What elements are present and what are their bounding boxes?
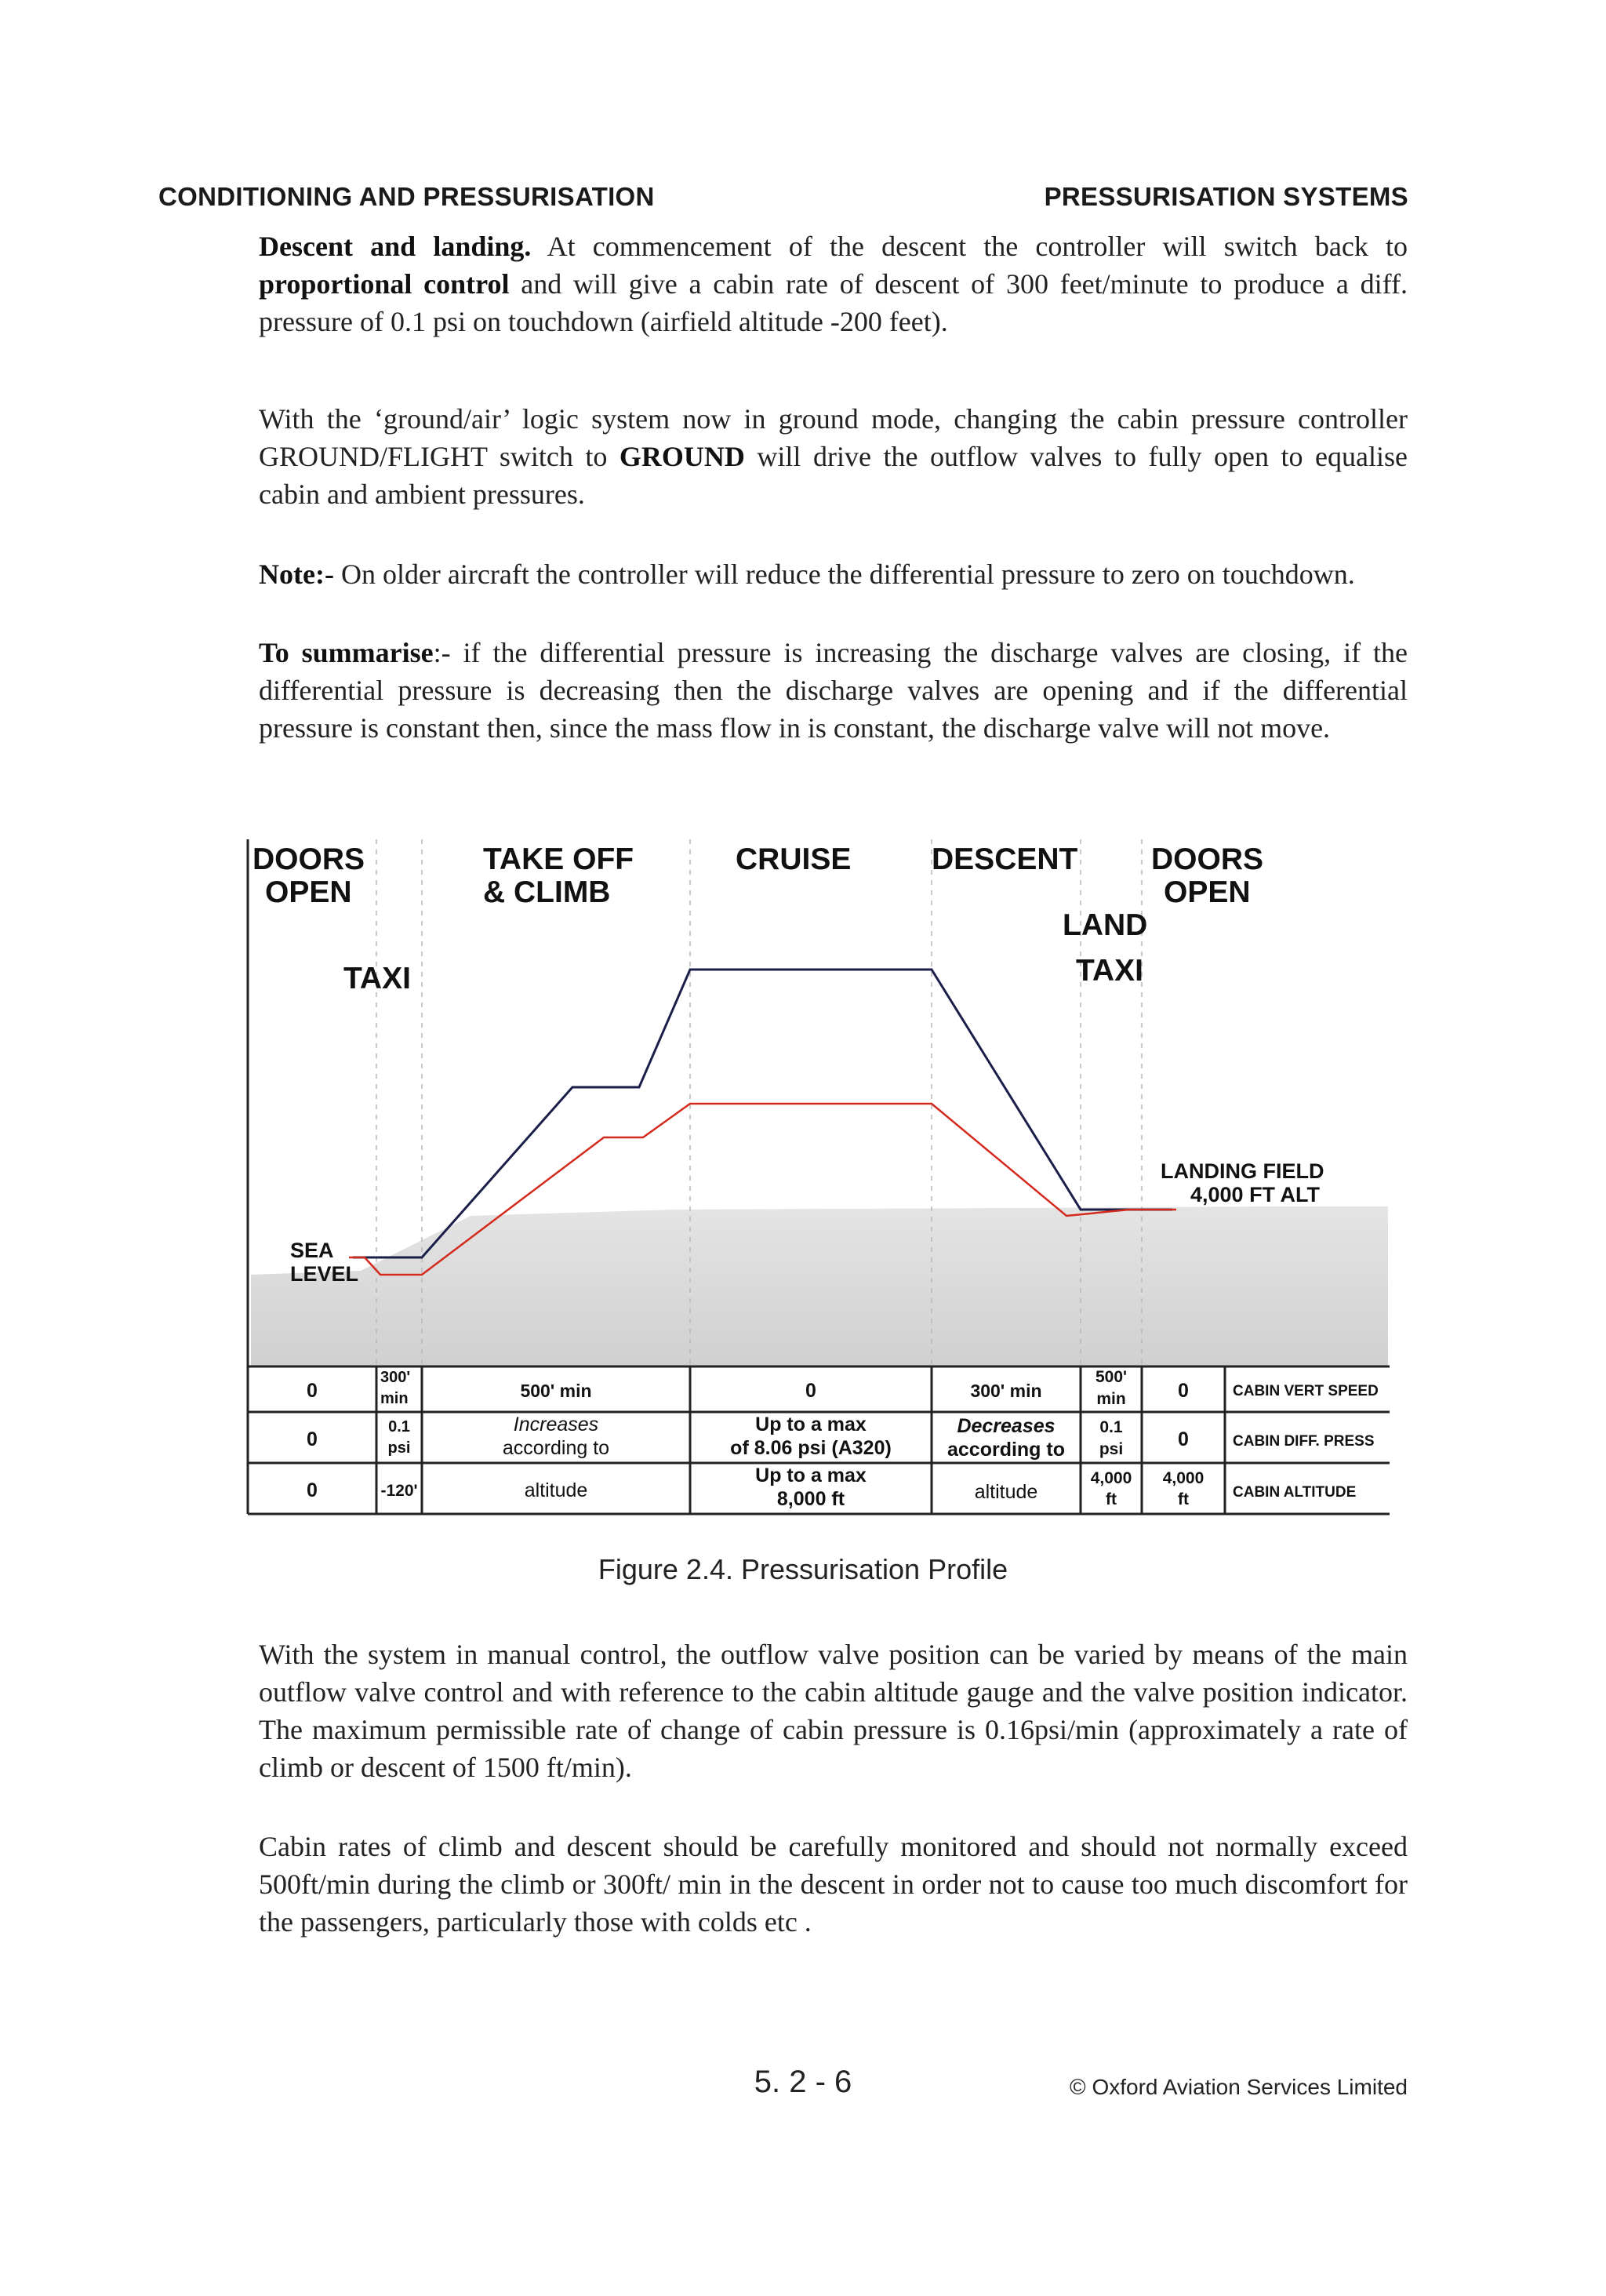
running-header-left: CONDITIONING AND PRESSURISATION — [158, 182, 655, 211]
table-cell: Up to a max — [755, 1414, 867, 1435]
table-cell: Decreases — [957, 1415, 1056, 1437]
phase-doors-open-1-b: OPEN — [265, 875, 352, 909]
phase-descent: DESCENT — [932, 842, 1078, 876]
phase-doors-open-2-b: OPEN — [1164, 875, 1251, 909]
paragraph-text: With the ‘ground/air’ logic system now in ground mode, changing the cabin pressure controller GROUND/FLIGHT switch to — [259, 403, 1408, 472]
bold-term: proportional control — [259, 268, 510, 300]
paragraph-descent-landing — [259, 227, 1408, 340]
bold-term: Note:- — [259, 559, 334, 590]
phase-taxi-2: TAXI — [1076, 954, 1143, 988]
running-header-right: PRESSURISATION SYSTEMS — [1044, 182, 1408, 211]
paragraph-text: With the system in manual control, the outflow valve position can be varied by means of the main outflow valve control and with reference to the cabin altitude gauge and the valve position indicator. The maximum permissible rate of change of cabin pressure is 0.16psi/min (approximately a rate of climb or descent of 1500 ft/min). — [259, 1639, 1408, 1783]
paragraph-text: At commencement of the descent the controller will switch back to — [531, 231, 1408, 262]
paragraph-manual-control — [259, 1636, 1408, 1786]
phase-taxi-1: TAXI — [343, 962, 411, 995]
table-cell: 300' — [380, 1369, 411, 1386]
phase-cruise: CRUISE — [736, 842, 852, 876]
copyright-notice: © Oxford Aviation Services Limited — [1070, 2075, 1408, 2099]
table-cell: Up to a max — [755, 1465, 867, 1486]
table-cell: psi — [387, 1439, 411, 1457]
pressurisation-profile-figure — [235, 824, 1396, 1522]
paragraph-text: Cabin rates of climb and descent should be carefully monitored and should not normally exceed 500ft/min during the climb or 300ft/ min in the descent in order not to cause too much discomfort for the passengers, particularly those with colds etc . — [259, 1831, 1408, 1938]
page-number: 5. 2 - 6 — [754, 2065, 852, 2099]
table-cell: according to — [947, 1439, 1066, 1461]
table-cell: 0.1 — [1099, 1418, 1123, 1436]
paragraph-text: and will give a cabin rate of descent of 300 feet/minute to produce a diff. pressure of 0.1 psi on touchdown (airfield altitude -200 feet). — [259, 268, 1408, 337]
phase-doors-open-1: DOORS — [253, 842, 365, 876]
table-row-label: CABIN ALTITUDE — [1233, 1484, 1357, 1501]
bold-term: GROUND — [619, 441, 745, 472]
table-cell: according to — [502, 1437, 610, 1459]
paragraph-text: On older aircraft the controller will reduce the differential pressure to zero on touchdown. — [333, 559, 1355, 590]
table-cell: 0 — [1178, 1428, 1189, 1450]
table-cell: 500' min — [520, 1381, 592, 1401]
sea-level-label: SEA — [290, 1239, 334, 1262]
table-cell: altitude — [974, 1481, 1038, 1503]
phase-labels — [253, 842, 1263, 995]
figure-caption: Figure 2.4. Pressurisation Profile — [598, 1553, 1008, 1585]
table-cell: 0 — [307, 1428, 318, 1450]
sea-level-label-b: LEVEL — [290, 1262, 359, 1286]
paragraph-note — [259, 555, 1408, 593]
table-cell: 500' — [1095, 1368, 1128, 1386]
table-cell: 0 — [805, 1380, 816, 1402]
table-cell: 0 — [307, 1479, 318, 1501]
phase-land: LAND — [1063, 908, 1148, 942]
phase-doors-open-2: DOORS — [1151, 842, 1264, 876]
paragraph-cabin-rates — [259, 1828, 1408, 1941]
table-cell: 300' min — [970, 1381, 1042, 1401]
table-cell: -120' — [380, 1482, 418, 1500]
phase-takeoff: TAKE OFF — [483, 842, 634, 876]
table-cell: psi — [1099, 1440, 1124, 1458]
table-cell: Increases — [513, 1414, 599, 1435]
table-cell: 0.1 — [388, 1418, 410, 1435]
paragraph-ground-mode — [259, 400, 1408, 513]
landing-field-label-b: 4,000 FT ALT — [1190, 1183, 1321, 1206]
table-cell: 0 — [1178, 1380, 1189, 1402]
table-cell: 4,000 — [1162, 1469, 1204, 1487]
paragraph-text: will drive the outflow valves to fully open to equalise cabin and ambient pressures. — [259, 441, 1408, 510]
bold-term: Descent and landing. — [259, 231, 532, 262]
paragraph-summary — [259, 634, 1408, 747]
table-cell: of 8.06 psi (A320) — [730, 1437, 892, 1459]
table-row-label: CABIN DIFF. PRESS — [1233, 1433, 1375, 1450]
table-cell: 4,000 — [1090, 1469, 1132, 1487]
table-cell: ft — [1106, 1490, 1117, 1508]
table-cell: altitude — [524, 1479, 588, 1501]
table-row-label: CABIN VERT SPEED — [1233, 1383, 1379, 1399]
bold-term: To summarise — [259, 637, 434, 668]
paragraph-text: :- if the differential pressure is increasing the discharge valves are closing, if the differential pressure is decreasing then the discharge valves are opening and if the differential pressure is constant then, since the mass flow in is constant, the discharge valve will not move. — [259, 637, 1408, 744]
table-cell: 8,000 ft — [776, 1488, 845, 1510]
table-cell: ft — [1178, 1490, 1189, 1508]
table-cell: 0 — [307, 1380, 318, 1402]
table-cell: min — [380, 1390, 409, 1407]
landing-field-label: LANDING FIELD — [1161, 1159, 1324, 1183]
phase-takeoff-b: & CLIMB — [483, 875, 611, 909]
table-cell: min — [1096, 1390, 1126, 1408]
